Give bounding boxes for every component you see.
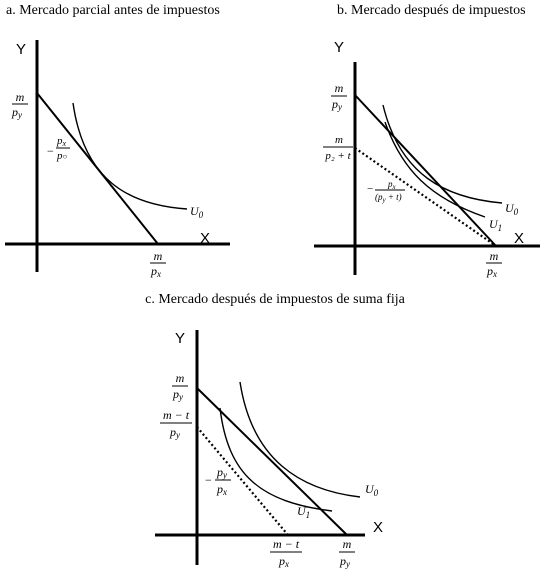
denominator: py <box>170 425 180 440</box>
numerator: m <box>175 371 185 385</box>
panel-b-y-intercept-label <box>331 81 347 112</box>
panel-c-x-intercept-label <box>339 537 355 569</box>
denominator: py <box>340 554 350 569</box>
panel-b-u1-label: $U_1$ <box>489 217 503 233</box>
panel-a-x-intercept-label <box>150 249 166 279</box>
panel-b-x-intercept-label <box>486 249 502 279</box>
numerator: m <box>334 81 344 95</box>
panel-a-u0-label: $U_0$ <box>190 204 204 220</box>
denominator: p○ <box>57 150 68 162</box>
panel-b-y-axis-label: Y <box>334 39 345 56</box>
panel-a-slope-label <box>47 135 70 162</box>
panel-a-indifference-curve-u0 <box>73 103 187 209</box>
panel-a-y-intercept-label <box>11 90 28 120</box>
panel-b-budget-line-before-tax <box>355 95 496 246</box>
minus-sign: − <box>205 473 212 487</box>
numerator: m <box>489 249 499 263</box>
denominator: px <box>217 482 227 497</box>
panel-a-y-axis-label: Y <box>16 41 27 58</box>
denominator: py <box>332 97 342 112</box>
panel-c-y-axis-label: Y <box>175 330 186 347</box>
panel-c <box>145 292 405 569</box>
numerator: m <box>153 249 163 263</box>
panel-a-title: a. Mercado parcial antes de impuestos <box>6 3 220 18</box>
numerator: py <box>217 465 227 480</box>
panel-b-indifference-curve-u1 <box>385 122 485 217</box>
panel-c-y-intercept-tax-label <box>160 408 192 440</box>
denominator: $(p_y + t)$ <box>375 192 402 204</box>
panel-a-x-axis-label: X <box>200 230 211 247</box>
denominator: py <box>173 387 183 402</box>
panel-b-x-axis-label: X <box>514 230 525 247</box>
panel-c-x-intercept-tax-label <box>270 537 302 569</box>
panel-c-u0-label: $U_0$ <box>365 482 379 498</box>
panel-b-y-intercept-tax-label <box>323 134 353 162</box>
numerator: m − t <box>162 408 190 422</box>
panel-c-u1-label: $U_1$ <box>297 504 311 520</box>
panel-b-slope-label <box>367 179 405 204</box>
denominator: px <box>279 554 289 569</box>
minus-sign: − <box>367 183 374 195</box>
denominator: py <box>12 105 22 120</box>
minus-sign: − <box>47 144 54 158</box>
numerator: $p_x$ <box>388 179 396 191</box>
panel-c-indifference-curve-u0 <box>240 382 360 497</box>
denominator: p₂ + t <box>325 150 351 162</box>
panel-b-u0-label: $U_0$ <box>505 201 519 217</box>
numerator: m − t <box>272 537 300 551</box>
panel-b-indifference-curve-u0 <box>383 105 502 203</box>
denominator: px <box>151 264 161 279</box>
panel-b <box>314 3 540 279</box>
numerator: m <box>15 90 25 104</box>
panel-c-slope-label <box>205 465 231 497</box>
panel-c-y-intercept-label <box>172 371 188 402</box>
panel-a <box>5 3 230 279</box>
numerator: m <box>335 134 343 146</box>
panel-c-x-axis-label: X <box>373 519 384 536</box>
panel-b-title: b. Mercado después de impuestos <box>337 3 526 18</box>
panel-c-title: c. Mercado después de impuestos de suma fija <box>145 292 405 307</box>
numerator: px <box>57 135 67 148</box>
numerator: m <box>342 537 352 551</box>
denominator: px <box>487 264 497 279</box>
panel-c-budget-line-before-tax <box>197 388 347 535</box>
